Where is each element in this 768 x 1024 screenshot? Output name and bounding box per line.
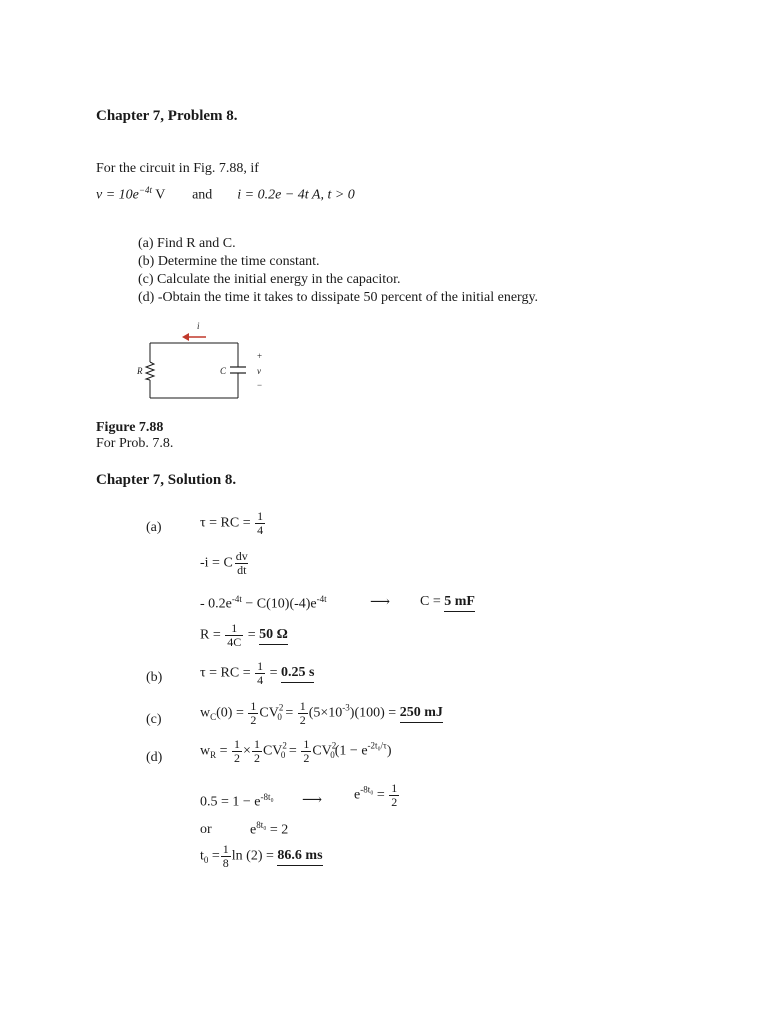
fraction-numerator: 1 [234,737,241,751]
cv-term: CV [259,705,279,721]
v-unit: V [151,187,166,203]
fraction-numerator: 1 [253,737,260,751]
problem-intro: For the circuit in Fig. 7.88, if [96,161,259,176]
capacitor-label: C [220,366,227,376]
part-d-exp-eq [250,820,288,839]
half-energy-lhs: 0.5 = 1 − e [200,794,261,810]
part-a-label: (a) [146,520,162,535]
resistance-lhs: R = [200,627,221,643]
part-b-label: (b) [146,670,163,685]
fraction-denominator: 2 [391,794,398,809]
fraction-numerator: 1 [303,737,310,751]
r-result-answer: 50 Ω [259,627,288,645]
substitution-exp-1: -4t [231,594,242,604]
energy-expression-tail: )(100) = [349,705,397,721]
energy-argument: (0) = [216,705,244,721]
part-a-current [200,550,251,576]
energy-expression: (5×10 [308,705,343,721]
time-subscript: 0 [203,855,209,866]
i-expression: i = 0.2e − 4t A, t > 0 [237,187,355,203]
exp-exponent: -8t₀ [360,784,374,795]
energy-symbol: w [200,705,211,721]
fraction [221,843,231,869]
fraction-numerator: 1 [250,699,257,713]
solution-heading: Chapter 7, Solution 8. [96,472,237,488]
decay-expression: (1 − e [334,743,368,759]
fraction-numerator: 1 [257,659,264,673]
fraction-numerator: 1 [299,699,306,713]
part-b-tau [200,660,314,686]
part-d-time [200,843,323,869]
fraction [225,622,243,648]
task-item: (b) Determine the time constant. [138,254,320,269]
arrow-d: ⟶ [302,793,323,808]
cv-superscript: 2 [282,740,287,751]
substitution-exp-2: -4t [316,594,327,604]
c-result-answer: 5 mF [444,594,475,612]
part-a-substitution [200,594,327,613]
v-exponent: −4t [138,185,152,195]
equals-sign: = [269,665,278,681]
exp-term: e [354,787,361,803]
fraction-denominator: 4 [257,522,264,537]
current-arrowhead [182,333,189,341]
energy-result-answer: 250 mJ [400,705,443,723]
cv-term: CV [262,743,283,759]
fraction [301,738,311,764]
arrow-a: ⟶ [370,595,391,610]
fraction [298,700,308,726]
tau-lhs: τ = RC = [200,665,251,681]
cv-subscript: 0 [330,750,335,761]
fraction-denominator: 4C [227,634,242,649]
part-d-energy [200,738,391,764]
fraction-denominator: 2 [234,750,241,765]
plus-sign: + [257,351,263,361]
current-label: i [197,321,200,331]
time-result-answer: 86.6 ms [277,848,322,866]
part-c-energy [200,700,443,726]
task-item: (d) -Obtain the time it takes to dissipate 50 percent of the initial energy. [138,290,539,305]
equals-sign: = [288,743,297,759]
equals-sign: = [219,743,228,759]
substitution-term-2: − C(10)(-4)e [241,596,317,612]
times-sign: × [243,743,251,759]
fraction-denominator: 2 [253,750,260,765]
exp-exponent: 8t₀ [256,820,267,830]
task-list [138,235,538,307]
cv-subscript: 0 [280,750,286,761]
fraction-denominator: 8 [222,855,229,870]
voltage-label: v [257,366,261,376]
decay-exponent: -2t₀/τ [367,740,387,751]
fraction [248,700,258,726]
c-result-line [420,594,475,610]
problem-heading: Chapter 7, Problem 8. [96,108,238,124]
current-lhs: -i = C [200,555,233,571]
substitution-term-1: - 0.2e [200,596,232,612]
fraction-denominator: 2 [299,712,306,727]
fraction-denominator: 4 [257,672,264,687]
v-expression: v = 10e [96,187,139,203]
derivative-denominator: dt [237,562,247,577]
exp-rhs: = 2 [269,822,289,838]
and-word: and [192,187,213,203]
equals-sign: = [247,627,256,643]
fraction [389,782,399,808]
decay-close-paren: ) [386,743,392,759]
fraction-numerator: 1 [391,781,398,795]
equals-sign: = [285,705,294,721]
time-expression: ln (2) = [231,848,274,864]
fraction-numerator: 1 [231,621,238,635]
fraction [255,660,265,686]
task-item: (a) Find R and C. [138,236,236,251]
fraction [232,738,242,764]
cv-subscript: 0 [277,712,282,723]
minus-sign: − [257,380,263,390]
part-c-label: (c) [146,712,162,727]
equals-sign: = [376,787,385,803]
fraction-numerator: 1 [222,842,229,856]
derivative [234,550,250,576]
tau-lhs: τ = RC = [200,515,251,531]
cv-term: CV [312,743,332,759]
cv-superscript: 2 [278,702,284,713]
energy-exponent: -3 [342,702,350,713]
part-d-label: (d) [146,750,163,765]
time-symbol: t [200,848,204,864]
or-word: or [200,822,212,837]
derivative-numerator: dv [235,549,248,563]
energy-symbol: w [200,743,211,759]
part-d-half-energy [200,792,274,811]
figure-caption-sub: For Prob. 7.8. [96,436,174,451]
figure-caption-title: Figure 7.88 [96,420,164,435]
fraction-denominator: 2 [303,750,310,765]
exp-term: e [250,822,257,838]
resistor-symbol [146,362,154,380]
resistor-label: R [137,366,143,376]
fraction-numerator: 1 [257,509,264,523]
energy-subscript: R [210,750,217,761]
half-energy-rhs [354,782,400,808]
task-item: (c) Calculate the initial energy in the capacitor. [138,272,401,287]
c-result-lhs: C = [420,594,441,609]
fraction [255,510,265,536]
circuit-diagram [130,318,280,408]
problem-given [96,185,355,204]
fraction [252,738,262,764]
half-energy-exponent: -8t₀ [260,792,274,802]
energy-subscript: C [210,712,217,723]
part-a-tau [200,510,266,536]
cv-superscript: 2 [331,740,337,751]
part-a-resistance [200,622,288,648]
tau-result-answer: 0.25 s [281,665,314,683]
fraction-denominator: 2 [250,712,257,727]
equals-sign: = [211,848,220,864]
